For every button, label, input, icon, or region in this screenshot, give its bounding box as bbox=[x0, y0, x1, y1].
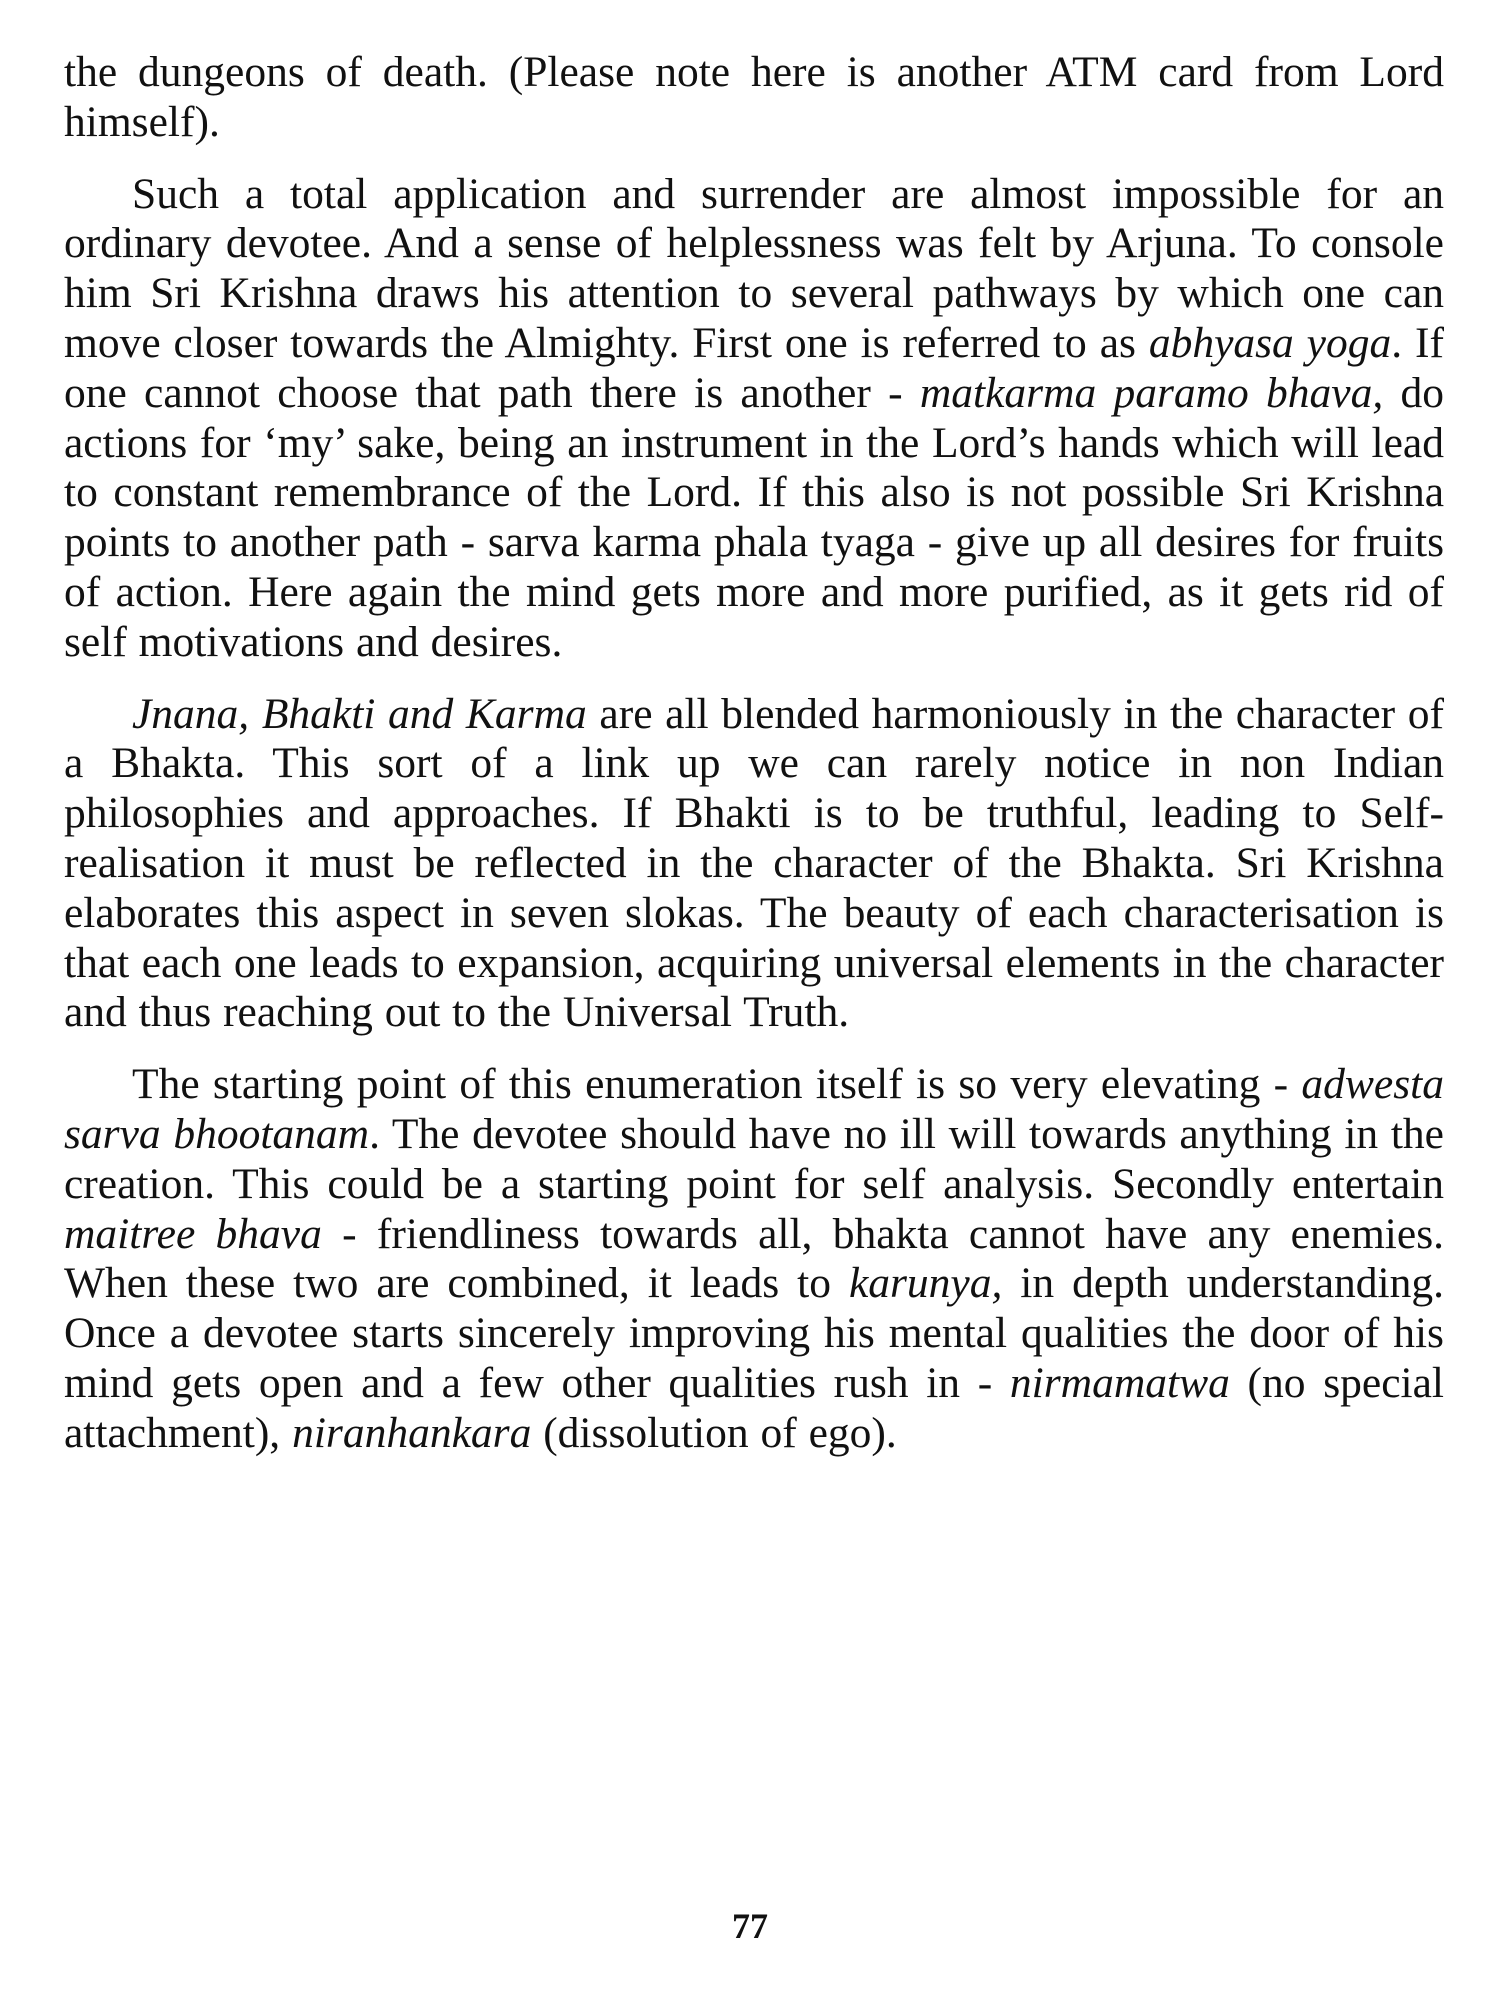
paragraph-text: - friendliness towards all, bhakta cannot have any enemies. When these two are combined, it leads to bbox=[64, 1209, 1444, 1308]
italic-term-maitree-bhava: maitree bhava bbox=[64, 1209, 322, 1258]
italic-term-jnana-bhakti-karma: Jnana, Bhakti and Karma bbox=[132, 689, 587, 738]
paragraph-text: (no special attachment), bbox=[64, 1358, 1445, 1457]
paragraph-pathways bbox=[64, 170, 1444, 668]
page-number: 77 bbox=[732, 1906, 768, 1946]
italic-term-abhyasa-yoga: abhyasa yoga bbox=[1148, 318, 1392, 367]
italic-term-karunya: karunya, bbox=[848, 1259, 1003, 1308]
italic-term-nirmamatwa: nirmamatwa bbox=[1009, 1358, 1230, 1407]
italic-term-adwesta: adwesta sarva bhootanam bbox=[64, 1060, 1444, 1158]
paragraph-text: are all blended harmoniously in the character of a Bhakta. This sort of a link up we can rarely notice in non Indian philosophies and approaches. If Bhakti is to be truthful, leading to Self-realisation it must be reflected in the character of the Bhakta. Sri Krishna elaborates this aspect in seven slokas. The beauty of each characterisation is that each one leads to expansion, acquiring universal elements in the character and thus reaching out to the Universal Truth. bbox=[64, 689, 1444, 1037]
paragraph-text: the dungeons of death. (Please note here is another ATM card from Lord himself). bbox=[64, 48, 1444, 146]
paragraph-enumeration bbox=[64, 1060, 1444, 1458]
paragraph-continuation bbox=[64, 48, 1444, 148]
paragraph-text: (dissolution of ego). bbox=[531, 1408, 897, 1457]
paragraph-text: . If one cannot choose that path there is another - bbox=[64, 318, 1444, 417]
paragraph-text: The starting point of this enumeration itself is so very elevating - bbox=[132, 1060, 1302, 1109]
paragraph-text: Such a total application and surrender are almost impossible for an ordinary devotee. And a sense of helplessness was felt by Arjuna. To console him Sri Krishna draws his attention to several pathways by which one can move closer towards the Almighty. First one is referred to as bbox=[64, 169, 1444, 367]
paragraph-bhakta-character bbox=[64, 690, 1444, 1039]
italic-term-matkarma: matkarma paramo bhava, bbox=[919, 368, 1384, 417]
italic-term-niranhankara: niranhankara bbox=[292, 1408, 532, 1457]
paragraph-text: in depth understanding. Once a devotee starts sincerely improving his mental qualities the door of his mind gets open and a few other qualities rush in - bbox=[64, 1259, 1444, 1407]
paragraph-text: do actions for ‘my’ sake, being an instrument in the Lord’s hands which will lead to constant remembrance of the Lord. If this also is not possible Sri Krishna points to another path - sarva karma phala tyaga - give up all desires for fruits of action. Here again the mind gets more and more purified, as it gets rid of self motivations and desires. bbox=[64, 368, 1445, 666]
paragraph-text: . The devotee should have no ill will towards anything in the creation. This could be a starting point for self analysis. Secondly entertain bbox=[64, 1109, 1444, 1208]
book-page bbox=[64, 48, 1444, 1928]
